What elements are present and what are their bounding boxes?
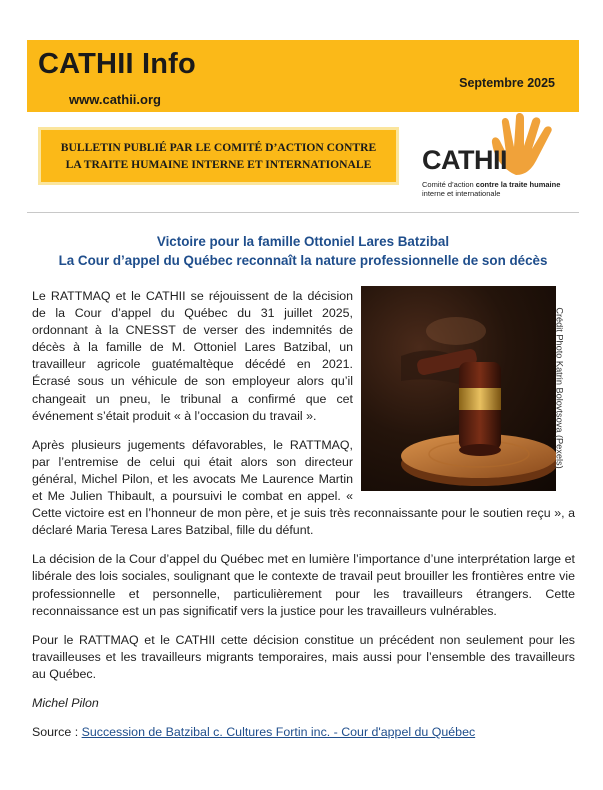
gavel-image bbox=[361, 286, 556, 491]
logo-wordmark: CATHII bbox=[422, 145, 507, 175]
divider bbox=[27, 212, 579, 213]
gavel-icon bbox=[361, 286, 556, 491]
cathii-logo bbox=[416, 113, 586, 208]
publisher-banner bbox=[38, 127, 399, 185]
paragraph-4: Pour le RATTMAQ et le CATHII cette décision constitue un précédent non seulement pour les travailleuses et les travailleurs migrants temporaires, mais aussi pour l’ensemble des travailleurs au Québec. bbox=[32, 632, 575, 681]
headline-line-2: La Cour d’appel du Québec reconnaît la nature professionnelle de son décès bbox=[58, 253, 548, 268]
header-bar bbox=[27, 40, 579, 112]
source-label: Source : bbox=[32, 725, 82, 740]
author-signature: Michel Pilon bbox=[32, 695, 99, 710]
newsletter-title: CATHII Info bbox=[38, 48, 196, 80]
website-url[interactable]: www.cathii.org bbox=[69, 92, 161, 107]
paragraph-2: Après plusieurs jugements défavorables, le RATTMAQ, par l’entremise de celui qui était alors son directeur général, Michel Pilon, et les avocats Me Laurence Martin et Me Julien Thibault, a poursuivi le combat en appel. « Cette victoire est en l’honneur de mon père, et je suis très reconnaissante pour le soutien reçu », a déclaré Maria Teresa Lares Batzibal, fille du défunt. bbox=[32, 437, 575, 538]
issue-date: Septembre 2025 bbox=[459, 76, 555, 90]
logo-tagline: Comité d’action contre la traite humaine interne et internationale bbox=[422, 180, 561, 198]
paragraph-1: Le RATTMAQ et le CATHII se réjouissent de la décision de la Cour d’appel du Québec du 31 juillet 2025, ordonnant à la CNESST de verser des indemnités de décès à la famille de M. Ottoniel Lares Batzibal, un travailleur agricole guatémaltèque décédé en 2021. Écrasé sous un véhicule de son employeur alors qu’il changeait un pneu, le tribunal a confirmé que cet événement s’était produit « à l’occasion du travail ». bbox=[32, 289, 353, 423]
banner-line-2: LA TRAITE HUMAINE INTERNE ET INTERNATIONALE bbox=[65, 158, 372, 171]
banner-line-1: BULLETIN PUBLIÉ PAR LE COMITÉ D’ACTION CONTRE bbox=[60, 141, 377, 154]
photo-credit: Crédit Photo Katrin Bolovtsova (Pexels) bbox=[554, 307, 565, 469]
source-link[interactable]: Succession de Batzibal c. Cultures Fortin inc. - Cour d'appel du Québec bbox=[81, 725, 476, 740]
article-photo bbox=[361, 286, 581, 491]
article-headline bbox=[27, 232, 579, 270]
source-line bbox=[32, 724, 575, 741]
paragraph-3: La décision de la Cour d’appel du Québec met en lumière l’importance d’une interprétation large et libérale des lois sociales, soulignant que le contexte de travail peut brouiller les frontières entre vie professionnelle et personnelle, particulièrement pour les travailleurs étrangers. Cette reconnaissance est un pas significatif vers la justice pour les travailleurs vulnérables. bbox=[32, 552, 575, 618]
headline-line-1: Victoire pour la famille Ottoniel Lares Batzibal bbox=[156, 234, 450, 249]
article-body bbox=[32, 288, 575, 753]
